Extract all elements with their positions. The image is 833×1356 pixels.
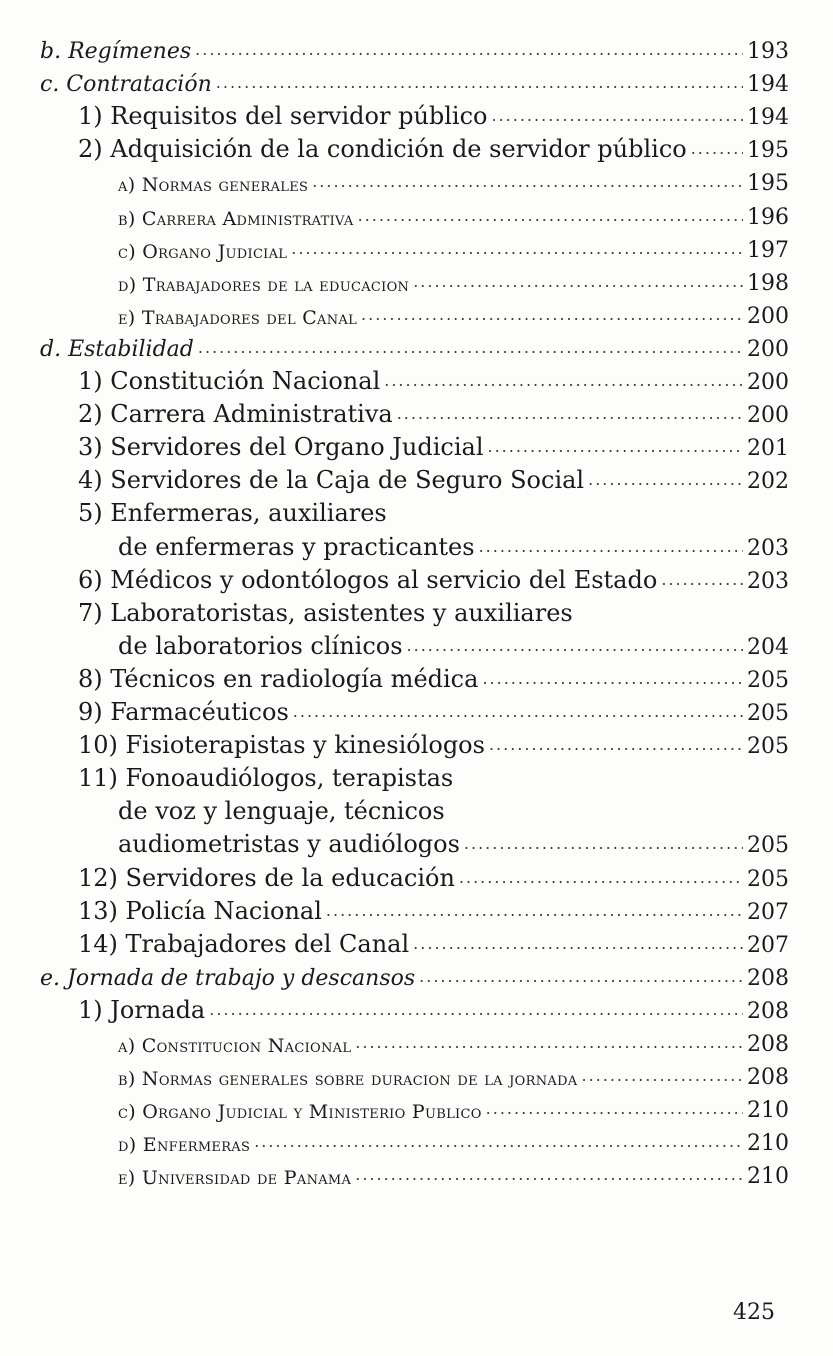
dot-leader	[407, 638, 743, 654]
toc-entry	[78, 727, 789, 759]
toc-entry-page: 194	[747, 72, 789, 98]
toc-entry	[78, 131, 789, 163]
toc-entry-label: 8) Técnicos en radiología médica	[78, 664, 479, 693]
toc-entry	[118, 198, 789, 230]
toc-entry-page: 205	[747, 701, 789, 726]
toc-entry-label: a) Constitucion Nacional	[118, 1035, 352, 1057]
toc-entry-page: 210	[747, 1164, 789, 1190]
toc-entry-label: b) Normas generales sobre duracion de la jornada	[118, 1068, 578, 1091]
toc-entry-page: 205	[747, 866, 789, 892]
toc-entry-page: 201	[747, 436, 789, 462]
dot-leader	[661, 572, 743, 588]
dot-leader	[464, 836, 743, 852]
toc-entry-label: 4) Servidores de la Caja de Seguro Social	[78, 466, 585, 495]
toc-entry-label: e. Jornada de trabajo y descansos	[40, 965, 416, 991]
toc-entry	[118, 1124, 789, 1156]
toc-entry-label: b) Carrera Administrativa	[118, 207, 354, 230]
toc-entry-label: a) Normas generales	[118, 174, 309, 197]
toc-entry-label: 1) Jornada	[78, 995, 206, 1024]
toc-entry-page: 200	[747, 370, 789, 395]
toc-entry-page: 208	[747, 1032, 789, 1057]
toc-entry	[78, 595, 573, 627]
toc-entry	[40, 959, 789, 991]
toc-entry-page: 203	[747, 568, 789, 594]
toc-entry	[118, 826, 789, 858]
toc-entry	[78, 429, 789, 461]
toc-entry	[118, 297, 789, 329]
dot-leader	[482, 671, 743, 687]
dot-leader	[588, 472, 743, 488]
toc-entry-page: 208	[747, 965, 789, 991]
toc-entry	[118, 1025, 789, 1057]
dot-leader	[492, 108, 744, 124]
toc-entry	[118, 529, 789, 561]
dot-leader	[216, 75, 743, 91]
toc-entry-label: 1) Constitución Nacional	[78, 367, 381, 395]
toc-entry-page: 203	[747, 535, 789, 561]
toc-entry	[78, 495, 387, 527]
toc-entry-page: 207	[747, 899, 789, 925]
toc-entry-page: 208	[747, 1065, 789, 1091]
toc-entry	[78, 363, 789, 395]
toc-entry	[78, 98, 789, 130]
toc-entry-page: 200	[747, 303, 789, 329]
toc-entry	[78, 562, 789, 594]
toc-entry-label: de enfermeras y practicantes	[118, 532, 475, 561]
toc-entry	[78, 860, 789, 892]
dot-leader	[459, 870, 743, 886]
toc-entry-label: d. Estabilidad	[40, 336, 194, 362]
toc-entry	[118, 1058, 789, 1090]
toc-entry-label: 2) Adquisición de la condición de servidor público	[78, 135, 687, 164]
toc-entry-page: 205	[747, 833, 789, 859]
dot-leader	[479, 539, 743, 555]
toc-entry-label: d) Trabajadores de la educacion	[118, 273, 410, 296]
toc-entry-page: 200	[747, 403, 789, 429]
dot-leader	[355, 1035, 743, 1051]
dot-leader	[397, 406, 743, 422]
dot-leader	[489, 737, 743, 753]
dot-leader	[361, 307, 743, 323]
toc-entry	[78, 992, 789, 1024]
toc-entry-label: audiometristas y audiólogos	[118, 830, 460, 859]
dot-leader	[413, 936, 743, 952]
toc-entry-page: 200	[747, 336, 789, 362]
toc-entry-label: 1) Requisitos del servidor público	[78, 102, 488, 131]
toc-entry-label: 13) Policía Nacional	[78, 896, 322, 925]
toc-entry-page: 204	[747, 634, 789, 660]
toc-entry-page: 210	[747, 1098, 789, 1124]
dot-leader	[384, 373, 743, 389]
toc-entry-label: c) Organo Judicial	[118, 240, 288, 263]
toc-entry-label: d) Enfermeras	[118, 1134, 251, 1157]
toc-entry-page: 207	[747, 932, 789, 958]
toc-entry	[118, 231, 789, 263]
toc-entry-page: 198	[747, 270, 789, 296]
dot-leader	[582, 1068, 744, 1084]
toc-entry-page: 195	[747, 138, 789, 164]
toc-entry	[118, 164, 789, 196]
toc-entry	[78, 893, 789, 925]
toc-entry	[78, 926, 789, 958]
toc-entry	[78, 760, 453, 792]
toc-entry-page: 197	[747, 237, 789, 263]
toc-entry	[78, 396, 789, 428]
toc-entry-page: 195	[747, 171, 789, 197]
toc-entry-label: 12) Servidores de la educación	[78, 863, 455, 892]
toc-entry-label: 5) Enfermeras, auxiliares	[78, 499, 387, 528]
dot-leader	[355, 1167, 743, 1183]
toc-entry-page: 205	[747, 667, 789, 693]
toc-entry-label: e) Trabajadores del Canal	[118, 306, 358, 329]
toc-entry-page: 196	[747, 204, 789, 230]
dot-leader	[488, 439, 744, 455]
toc-entry-label: 3) Servidores del Organo Judicial	[78, 433, 484, 462]
dot-leader	[293, 704, 743, 720]
dot-leader	[254, 1134, 743, 1150]
toc-entry	[40, 330, 789, 362]
toc-entry	[118, 793, 445, 825]
toc-entry	[118, 264, 789, 296]
dot-leader	[291, 241, 743, 257]
toc-entry-label: e) Universidad de Panama	[118, 1167, 352, 1190]
toc-entry-page: 208	[747, 998, 789, 1024]
dot-leader	[312, 174, 743, 190]
dot-leader	[413, 274, 743, 290]
toc-entry-label: 11) Fonoaudiólogos, terapistas	[78, 764, 454, 793]
dot-leader	[419, 969, 743, 985]
dot-leader	[486, 1101, 743, 1117]
toc-entry-label: 9) Farmacéuticos	[78, 698, 289, 726]
toc-entry-label: 2) Carrera Administrativa	[78, 400, 393, 429]
dot-leader	[691, 141, 743, 157]
toc-entry	[118, 628, 789, 660]
toc-entry	[78, 661, 789, 693]
dot-leader	[326, 903, 743, 919]
toc-entry-label: de laboratorios clínicos	[118, 631, 403, 660]
toc-entry-label: 14) Trabajadores del Canal	[78, 929, 410, 958]
dot-leader	[198, 340, 743, 356]
toc-entry	[78, 694, 789, 726]
toc-entry-page: 210	[747, 1131, 789, 1157]
dot-leader	[358, 208, 743, 224]
toc-entry	[40, 65, 789, 97]
toc-entry	[78, 462, 789, 494]
toc-entry-label: 10) Fisioterapistas y kinesiólogos	[78, 731, 485, 760]
toc-entry-page: 202	[747, 469, 789, 495]
page-number: 425	[733, 1300, 775, 1325]
dot-leader	[195, 42, 743, 58]
toc-entry-label: 7) Laboratoristas, asistentes y auxiliares	[78, 598, 573, 627]
toc-entry	[118, 1157, 789, 1189]
toc-entry-label: c) Organo Judicial y Ministerio Publico	[118, 1101, 482, 1124]
toc-entry-page: 193	[747, 39, 789, 64]
toc-entry-page: 205	[747, 734, 789, 760]
toc-entry-label: de voz y lenguaje, técnicos	[118, 797, 445, 826]
toc-entry-label: 6) Médicos y odontólogos al servicio del Estado	[78, 565, 658, 594]
toc-entry	[118, 1091, 789, 1123]
toc-entry-label: b. Regímenes	[40, 39, 192, 64]
dot-leader	[209, 1002, 743, 1018]
toc-entry	[40, 32, 789, 64]
toc-entry-label: c. Contratación	[40, 72, 212, 98]
toc-entry-page: 194	[747, 105, 789, 131]
